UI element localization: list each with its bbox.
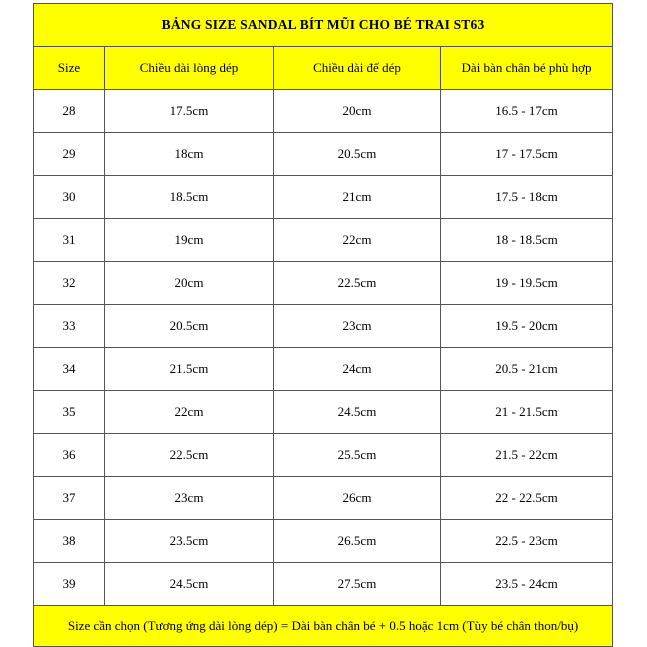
cell-size: 29 — [34, 133, 105, 176]
cell-foot-length: 19 - 19.5cm — [441, 262, 613, 305]
title-row — [34, 4, 613, 47]
cell-insole-length: 20cm — [105, 262, 274, 305]
cell-foot-length: 19.5 - 20cm — [441, 305, 613, 348]
col-header-insole-length: Chiều dài lòng dép — [105, 47, 274, 90]
table-row — [34, 90, 613, 133]
size-chart-table — [33, 3, 613, 647]
cell-insole-length: 18.5cm — [105, 176, 274, 219]
cell-insole-length: 19cm — [105, 219, 274, 262]
cell-size: 39 — [34, 563, 105, 606]
cell-sole-length: 20.5cm — [274, 133, 441, 176]
cell-foot-length: 22 - 22.5cm — [441, 477, 613, 520]
cell-size: 34 — [34, 348, 105, 391]
cell-sole-length: 26.5cm — [274, 520, 441, 563]
cell-size: 30 — [34, 176, 105, 219]
cell-insole-length: 18cm — [105, 133, 274, 176]
cell-insole-length: 22.5cm — [105, 434, 274, 477]
cell-insole-length: 24.5cm — [105, 563, 274, 606]
cell-insole-length: 23.5cm — [105, 520, 274, 563]
cell-sole-length: 24.5cm — [274, 391, 441, 434]
cell-insole-length: 23cm — [105, 477, 274, 520]
table-row — [34, 176, 613, 219]
table-row — [34, 348, 613, 391]
cell-insole-length: 17.5cm — [105, 90, 274, 133]
cell-foot-length: 22.5 - 23cm — [441, 520, 613, 563]
cell-foot-length: 17.5 - 18cm — [441, 176, 613, 219]
cell-size: 28 — [34, 90, 105, 133]
cell-foot-length: 21 - 21.5cm — [441, 391, 613, 434]
cell-sole-length: 27.5cm — [274, 563, 441, 606]
table-row — [34, 305, 613, 348]
cell-size: 31 — [34, 219, 105, 262]
cell-foot-length: 23.5 - 24cm — [441, 563, 613, 606]
table-row — [34, 434, 613, 477]
cell-sole-length: 25.5cm — [274, 434, 441, 477]
cell-foot-length: 20.5 - 21cm — [441, 348, 613, 391]
cell-foot-length: 21.5 - 22cm — [441, 434, 613, 477]
col-header-size: Size — [34, 47, 105, 90]
table-title: BẢNG SIZE SANDAL BÍT MŨI CHO BÉ TRAI ST63 — [34, 4, 613, 47]
cell-foot-length: 18 - 18.5cm — [441, 219, 613, 262]
table-row — [34, 477, 613, 520]
table-row — [34, 133, 613, 176]
cell-sole-length: 23cm — [274, 305, 441, 348]
cell-sole-length: 22.5cm — [274, 262, 441, 305]
cell-foot-length: 17 - 17.5cm — [441, 133, 613, 176]
cell-insole-length: 21.5cm — [105, 348, 274, 391]
cell-sole-length: 22cm — [274, 219, 441, 262]
cell-sole-length: 26cm — [274, 477, 441, 520]
cell-size: 37 — [34, 477, 105, 520]
cell-sole-length: 21cm — [274, 176, 441, 219]
cell-size: 38 — [34, 520, 105, 563]
col-header-foot-length: Dài bàn chân bé phù hợp — [441, 47, 613, 90]
header-row — [34, 47, 613, 90]
cell-size: 35 — [34, 391, 105, 434]
cell-insole-length: 22cm — [105, 391, 274, 434]
cell-foot-length: 16.5 - 17cm — [441, 90, 613, 133]
cell-insole-length: 20.5cm — [105, 305, 274, 348]
table-row — [34, 520, 613, 563]
table-row — [34, 391, 613, 434]
footer-row — [34, 606, 613, 647]
col-header-sole-length: Chiều dài đế dép — [274, 47, 441, 90]
cell-size: 33 — [34, 305, 105, 348]
table-row — [34, 219, 613, 262]
table-row — [34, 563, 613, 606]
size-selection-note: Size cần chọn (Tương ứng dài lòng dép) = Dài bàn chân bé + 0.5 hoặc 1cm (Tùy bé chân thon/bụ) — [34, 606, 613, 647]
cell-size: 36 — [34, 434, 105, 477]
cell-size: 32 — [34, 262, 105, 305]
cell-sole-length: 20cm — [274, 90, 441, 133]
table-row — [34, 262, 613, 305]
cell-sole-length: 24cm — [274, 348, 441, 391]
